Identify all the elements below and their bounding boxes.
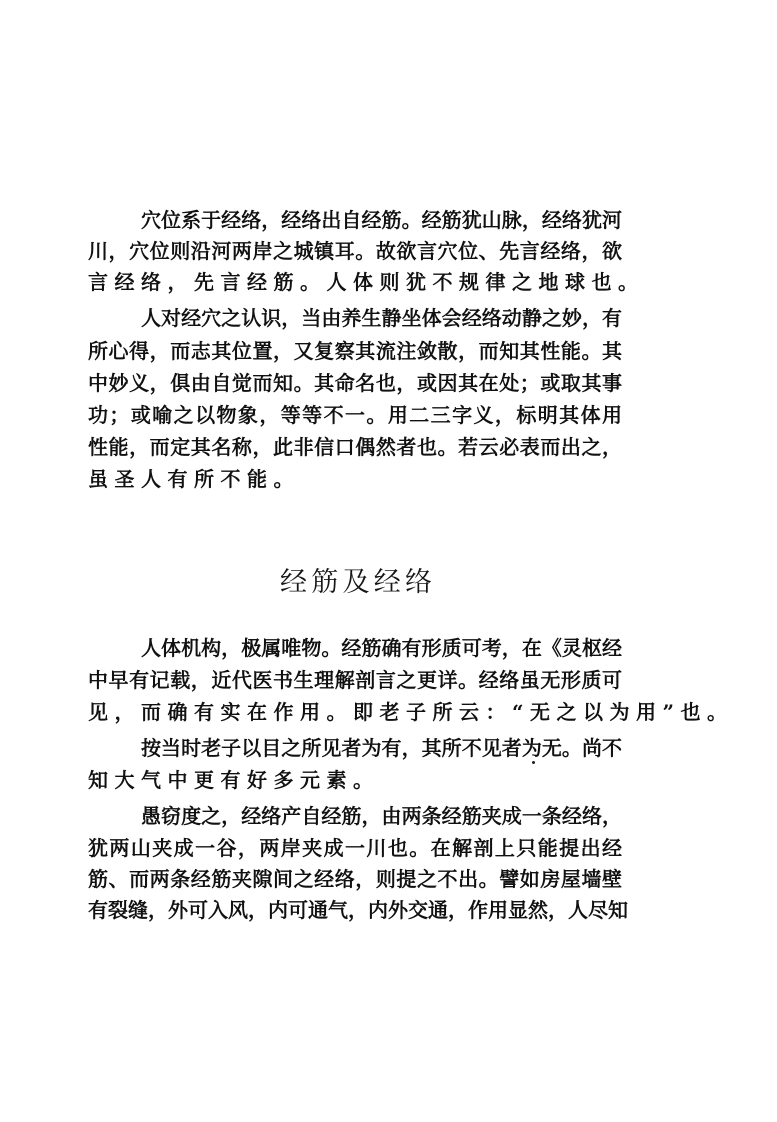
text-line: 知大气中更有好多元素。 bbox=[88, 768, 380, 792]
text-line: 川，穴位则沿河两岸之城镇耳。故欲言穴位、先言经络，欲 bbox=[88, 239, 622, 263]
text-line: 犹两山夹成一谷，两岸夹成一川也。在解剖上只能提出经 bbox=[88, 836, 622, 860]
text-line: 有裂缝，外可入风，内可通气，内外交通，作用显然，人尽知 bbox=[88, 898, 628, 922]
text-line: 按当时老子以目之所见者为有，其所不见者为无。尚不 bbox=[141, 736, 622, 760]
scan-speck bbox=[532, 761, 535, 764]
text-line: 功；或喻之以物象，等等不一。用二三字义，标明其体用 bbox=[88, 403, 622, 427]
text-line: 言经络，先言经筋。人体则犹不规律之地球也。 bbox=[88, 270, 645, 294]
text-line: 虽圣人有所不能。 bbox=[88, 467, 300, 491]
text-line: 性能，而定其名称，此非信口偶然者也。若云必表而出之， bbox=[88, 435, 622, 459]
section-heading: 经筋及经络 bbox=[280, 567, 432, 598]
text-line: 穴位系于经络，经络出自经筋。经筋犹山脉，经络犹河 bbox=[141, 208, 622, 232]
text-line: 见，而确有实在作用。即老子所云：“无之以为用”也。 bbox=[88, 700, 734, 724]
text-line: 人对经穴之认识，当由养生静坐体会经络动静之妙，有 bbox=[141, 306, 622, 330]
text-line: 愚窃度之，经络产自经筋，由两条经筋夹成一条经络， bbox=[141, 804, 622, 828]
text-line: 中早有记载，近代医书生理解剖言之更详。经络虽无形质可 bbox=[88, 668, 622, 692]
text-line: 所心得，而志其位置，又复察其流注敛散，而知其性能。其 bbox=[88, 339, 622, 363]
text-line: 筋、而两条经筋夹隙间之经络，则提之不出。譬如房屋墙壁 bbox=[88, 867, 622, 891]
text-line: 中妙义，俱由自觉而知。其命名也，或因其在处；或取其事 bbox=[88, 371, 622, 395]
text-line: 人体机构，极属唯物。经筋确有形质可考，在《灵枢经 bbox=[141, 636, 622, 660]
